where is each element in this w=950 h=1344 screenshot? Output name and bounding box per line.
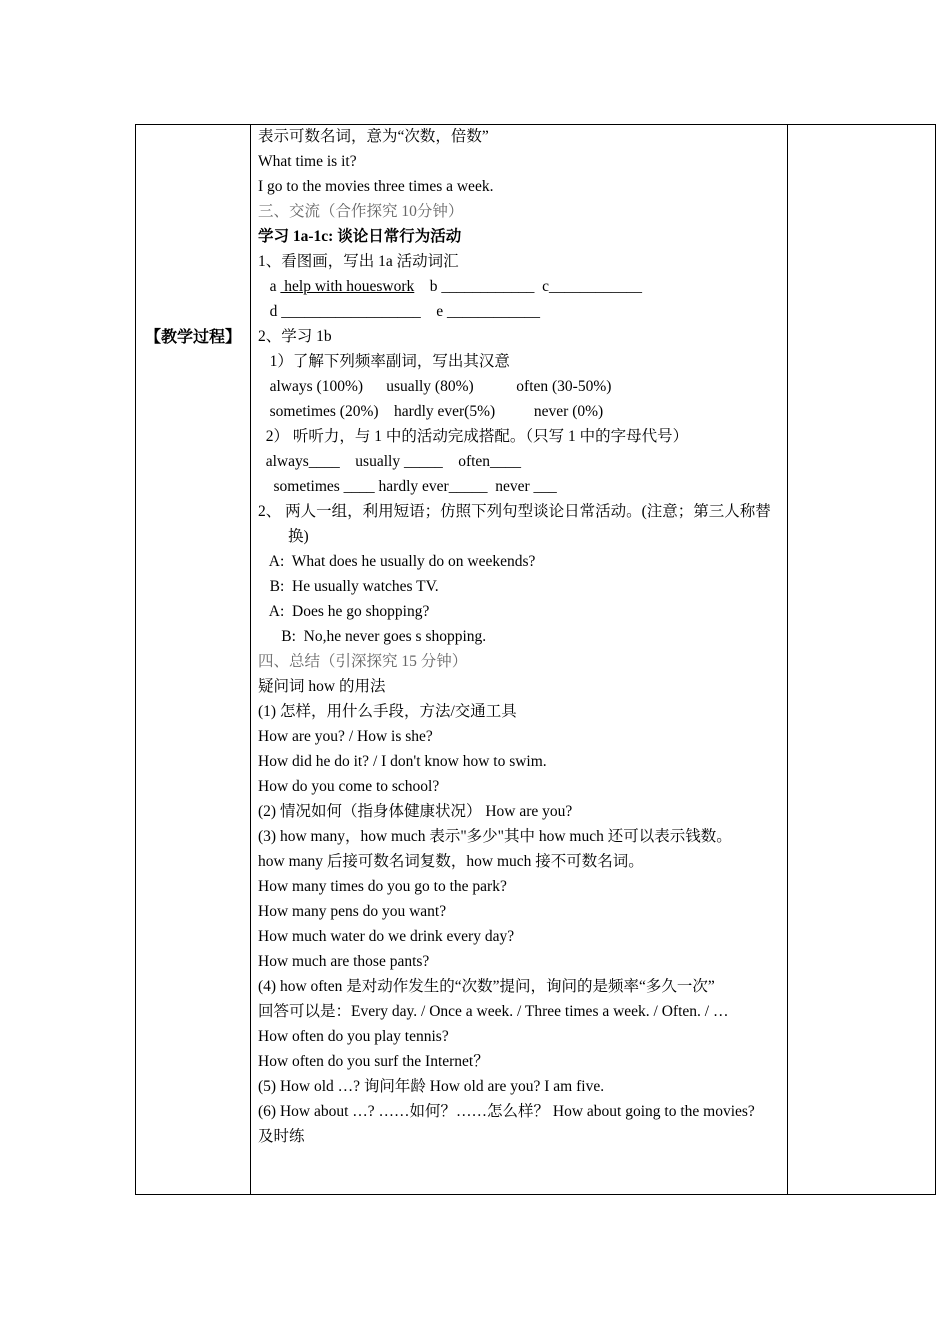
dialogue-line: A: What does he usually do on weekends? [258, 553, 536, 570]
text-line: How much water do we drink every day? [258, 928, 515, 945]
fill-blank-line: d __________________ e ____________ [258, 303, 541, 320]
subsection-heading: 学习 1a-1c: 谈论日常行为活动 [258, 228, 462, 245]
text-line: How often do you play tennis? [258, 1028, 449, 1045]
text-line: (5) How old …? 询问年龄 How old are you? I am five. [258, 1078, 605, 1095]
text-line: How do you come to school? [258, 778, 440, 795]
text-line: I go to the movies three times a week. [258, 178, 494, 195]
frequency-line: sometimes (20%) hardly ever(5%) never (0%) [258, 403, 604, 420]
text-line: (1) 怎样，用什么手段，方法/交通工具 [258, 703, 517, 720]
text-line: (3) how many，how much 表示"多少"其中 how much 还可以表示钱数。 [258, 828, 732, 845]
text-line: (6) How about …? ……如何？……怎么样？ How about going to the movies? [258, 1103, 755, 1120]
dialogue-line: B: No,he never goes s shopping. [258, 628, 487, 645]
text-line: 2） 听听力，与 1 中的活动完成搭配。（只写 1 中的字母代号） [258, 428, 689, 445]
text-line: 表示可数名词，意为“次数，倍数” [258, 128, 489, 145]
fill-blank-line: a help with houeswork b ____________ c____________ [258, 278, 643, 295]
text-line: How many times do you go to the park? [258, 878, 507, 895]
text-line: (4) how often 是对动作发生的“次数”提问，询问的是频率“多久一次” [258, 978, 715, 995]
text-line: 2、 两人一组，利用短语；仿照下列句型谈论日常活动。(注意；第三人称替换) [258, 503, 771, 545]
text-line: How much are those pants? [258, 953, 430, 970]
text-line: 疑问词 how 的用法 [258, 678, 386, 695]
text-line: 回答可以是：Every day. / Once a week. / Three times a week. / Often. / … [258, 1003, 729, 1020]
text-line: How are you? / How is she? [258, 728, 433, 745]
text-line: How many pens do you want? [258, 903, 447, 920]
row-label: 【教学过程】 [144, 329, 241, 346]
text-line: 1、看图画，写出 1a 活动词汇 [258, 253, 459, 270]
section-heading: 三、交流（合作探究 10分钟） [258, 203, 464, 220]
dialogue-line: B: He usually watches TV. [258, 578, 439, 595]
lesson-content [258, 124, 778, 1149]
text-line: How often do you surf the Internet？ [258, 1053, 489, 1070]
answer-underlined: help with houeswork [280, 278, 415, 295]
fill-blank-line: always____ usually _____ often____ [258, 453, 522, 470]
frequency-line: always (100%) usually (80%) often (30-50%) [258, 378, 612, 395]
text-line: (2) 情况如何（指身体健康状况） How are you? [258, 803, 573, 820]
text-line: What time is it? [258, 153, 357, 170]
section-heading: 四、总结（引深探究 15 分钟） [258, 653, 468, 670]
text-line: 及时练 [258, 1128, 305, 1145]
column-divider [250, 125, 251, 1194]
fill-blank-line: sometimes ____ hardly ever_____ never ___ [258, 478, 557, 495]
text-line: how many 后接可数名词复数，how much 接不可数名词。 [258, 853, 644, 870]
dialogue-line: A: Does he go shopping? [258, 603, 430, 620]
text-line: 1）了解下列频率副词，写出其汉意 [258, 353, 510, 370]
text-line: How did he do it? / I don't know how to swim. [258, 753, 547, 770]
column-divider [787, 125, 788, 1194]
text-line: 2、学习 1b [258, 328, 332, 345]
